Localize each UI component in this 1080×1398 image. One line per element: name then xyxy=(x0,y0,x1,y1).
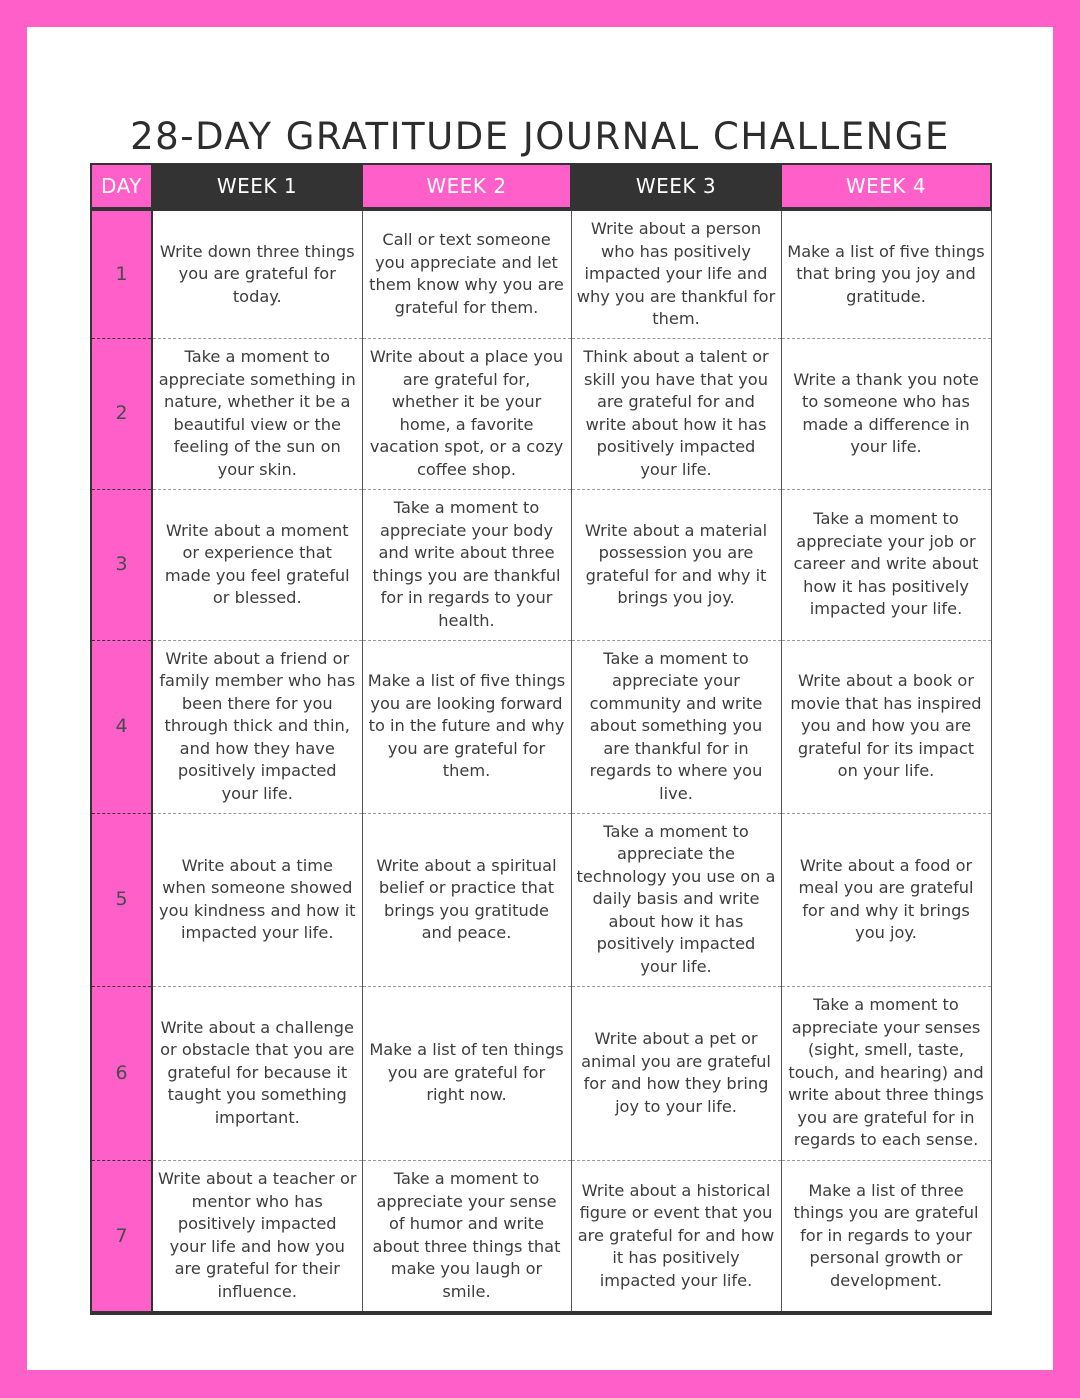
prompt-cell: Make a list of five things that bring you joy and gratitude. xyxy=(781,209,991,338)
day-number: 2 xyxy=(91,338,152,489)
header-row xyxy=(91,164,991,209)
prompt-cell: Take a moment to appreciate your community and write about something you are thankful for in regards to where you live. xyxy=(571,640,781,813)
table-row xyxy=(91,640,991,813)
prompt-cell: Write about a friend or family member who has been there for you through thick and thin, and how they have positively impacted your life. xyxy=(152,640,362,813)
day-number: 6 xyxy=(91,986,152,1160)
day-number: 5 xyxy=(91,813,152,986)
prompt-cell: Think about a talent or skill you have that you are grateful for and write about how it has positively impacted your life. xyxy=(571,338,781,489)
prompt-cell: Write about a historical figure or event that you are grateful for and how it has positively impacted your life. xyxy=(571,1160,781,1313)
table-row xyxy=(91,489,991,640)
prompt-cell: Write about a teacher or mentor who has positively impacted your life and how you are grateful for their influence. xyxy=(152,1160,362,1313)
prompt-cell: Write about a challenge or obstacle that you are grateful for because it taught you something important. xyxy=(152,986,362,1160)
header-week-3: WEEK 3 xyxy=(571,164,781,209)
day-number: 3 xyxy=(91,489,152,640)
prompt-cell: Take a moment to appreciate your body and write about three things you are thankful for in regards to your health. xyxy=(362,489,571,640)
prompt-cell: Call or text someone you appreciate and let them know why you are grateful for them. xyxy=(362,209,571,338)
header-week-1: WEEK 1 xyxy=(152,164,362,209)
prompt-cell: Write about a person who has positively impacted your life and why you are thankful for them. xyxy=(571,209,781,338)
table-row xyxy=(91,986,991,1160)
table-row xyxy=(91,338,991,489)
page xyxy=(27,27,1053,1370)
prompt-cell: Take a moment to appreciate your sense of humor and write about three things that make you laugh or smile. xyxy=(362,1160,571,1313)
prompt-cell: Take a moment to appreciate your job or career and write about how it has positively impacted your life. xyxy=(781,489,991,640)
header-day: DAY xyxy=(91,164,152,209)
table-row xyxy=(91,1160,991,1313)
prompt-cell: Make a list of ten things you are grateful for right now. xyxy=(362,986,571,1160)
prompt-cell: Make a list of three things you are grateful for in regards to your personal growth or development. xyxy=(781,1160,991,1313)
prompt-cell: Write about a moment or experience that made you feel grateful or blessed. xyxy=(152,489,362,640)
prompt-cell: Take a moment to appreciate something in nature, whether it be a beautiful view or the feeling of the sun on your skin. xyxy=(152,338,362,489)
day-number: 4 xyxy=(91,640,152,813)
header-week-2: WEEK 2 xyxy=(362,164,571,209)
prompt-cell: Take a moment to appreciate your senses (sight, smell, taste, touch, and hearing) and write about three things you are grateful for in regards to each sense. xyxy=(781,986,991,1160)
header-week-4: WEEK 4 xyxy=(781,164,991,209)
page-title: 28-DAY GRATITUDE JOURNAL CHALLENGE xyxy=(130,115,950,158)
day-number: 1 xyxy=(91,209,152,338)
prompt-cell: Make a list of five things you are looking forward to in the future and why you are grateful for them. xyxy=(362,640,571,813)
prompt-cell: Write about a place you are grateful for, whether it be your home, a favorite vacation spot, or a cozy coffee shop. xyxy=(362,338,571,489)
gratitude-table xyxy=(90,163,992,1315)
prompt-cell: Write about a food or meal you are grateful for and why it brings you joy. xyxy=(781,813,991,986)
prompt-cell: Take a moment to appreciate the technology you use on a daily basis and write about how it has positively impacted your life. xyxy=(571,813,781,986)
prompt-cell: Write down three things you are grateful for today. xyxy=(152,209,362,338)
prompt-cell: Write a thank you note to someone who has made a difference in your life. xyxy=(781,338,991,489)
prompt-cell: Write about a spiritual belief or practice that brings you gratitude and peace. xyxy=(362,813,571,986)
day-number: 7 xyxy=(91,1160,152,1313)
prompt-cell: Write about a material possession you are grateful for and why it brings you joy. xyxy=(571,489,781,640)
prompt-cell: Write about a pet or animal you are grateful for and how they bring joy to your life. xyxy=(571,986,781,1160)
table-row xyxy=(91,813,991,986)
prompt-cell: Write about a time when someone showed you kindness and how it impacted your life. xyxy=(152,813,362,986)
table-row xyxy=(91,209,991,338)
prompt-cell: Write about a book or movie that has inspired you and how you are grateful for its impact on your life. xyxy=(781,640,991,813)
